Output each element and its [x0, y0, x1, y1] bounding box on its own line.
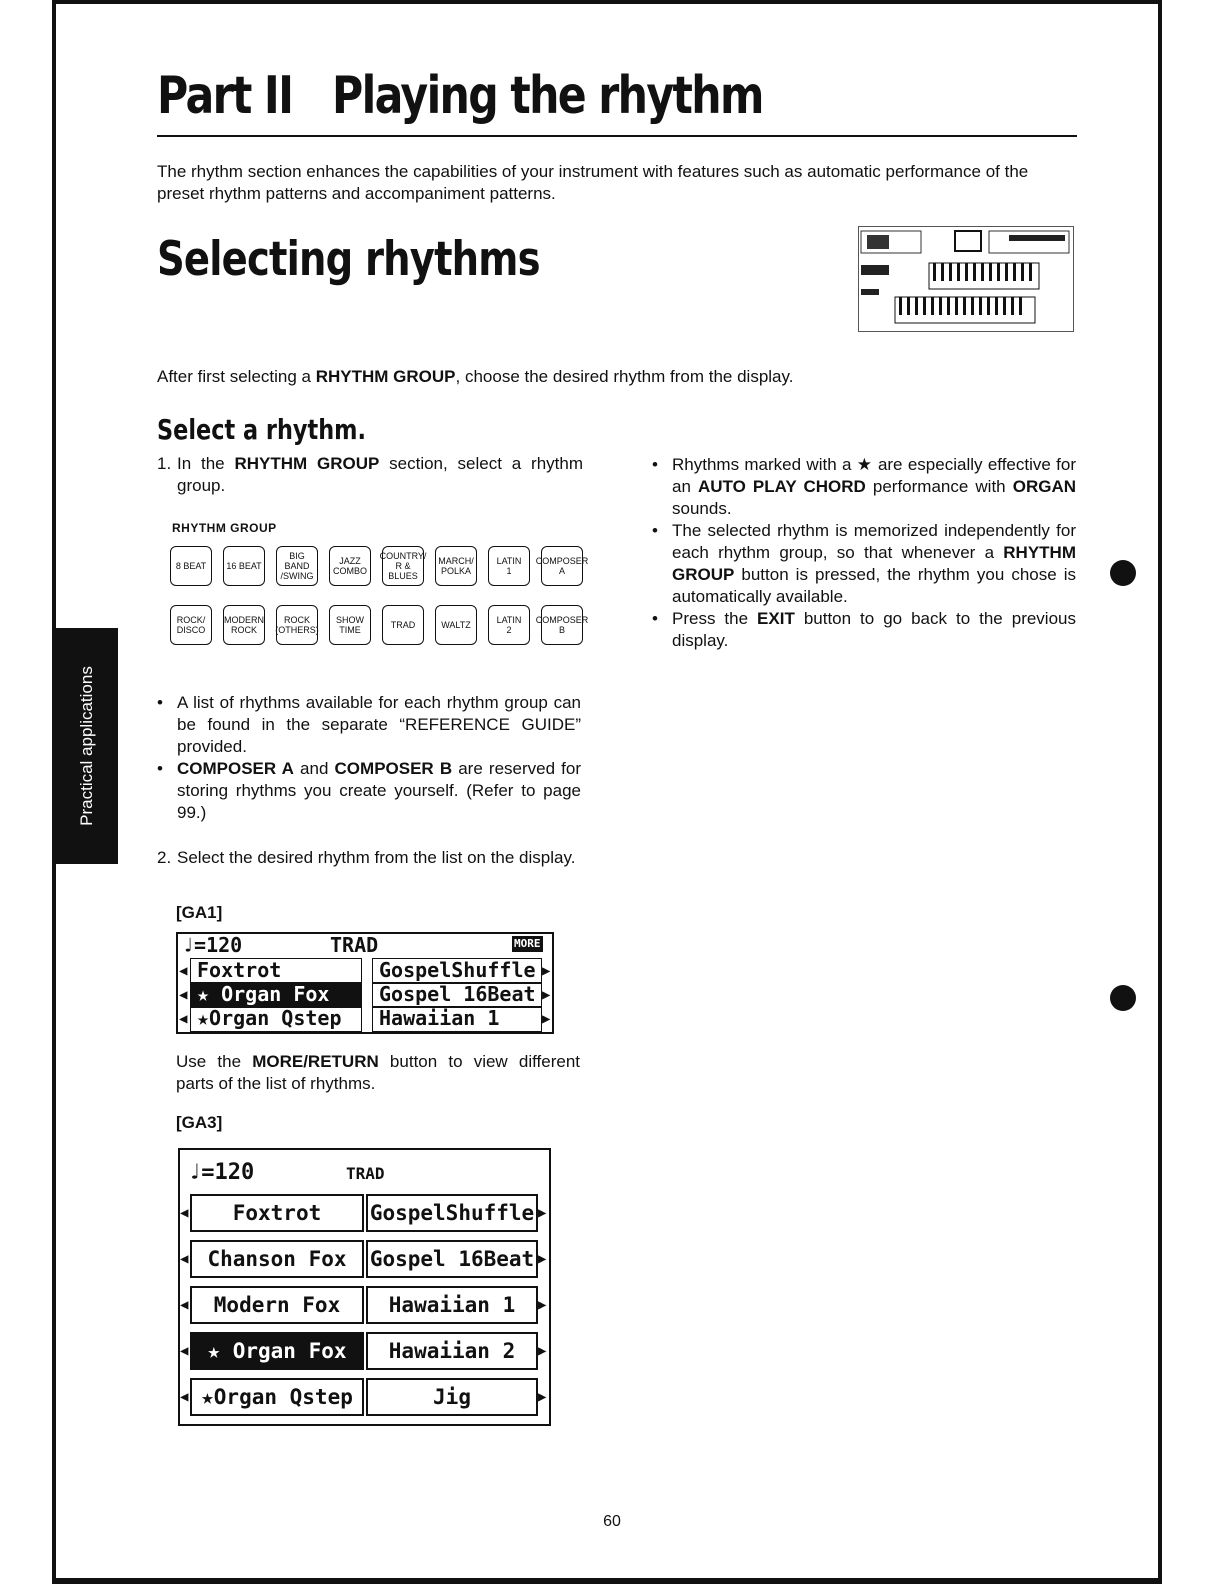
part-title: Part II Playing the rhythm: [157, 66, 763, 126]
bullet-star-rhythms: • Rhythms marked with a ★ are especially effective for an AUTO PLAY CHORD performance with ORGAN sounds.: [652, 454, 1076, 520]
rhythm-group-button[interactable]: JAZZ COMBO: [329, 546, 371, 586]
ga1-tempo: ♩=120: [182, 933, 243, 957]
page-edge-top: [52, 0, 1162, 4]
rhythm-group-button[interactable]: LATIN 2: [488, 605, 530, 645]
keyboard-panel-icon: [859, 227, 1073, 331]
lcd-display-ga1: [176, 932, 554, 1034]
ga1-right-item-3[interactable]: Hawaiian 1: [372, 1006, 542, 1032]
ga3-left-item-1[interactable]: Foxtrot: [190, 1194, 364, 1232]
ga3-tempo: ♩=120: [188, 1160, 255, 1185]
bullet-composer: • COMPOSER A and COMPOSER B are reserved for storing rhythms you create yourself. (Refer to page 99.): [157, 758, 581, 824]
arrow-right-icon: ▶: [538, 1251, 547, 1267]
ga3-left-item-3[interactable]: Modern Fox: [190, 1286, 364, 1324]
ga3-group: TRAD: [346, 1164, 385, 1183]
rhythm-group-button[interactable]: MARCH/ POLKA: [435, 546, 477, 586]
ga3-right-item-5[interactable]: Jig: [366, 1378, 538, 1416]
arrow-left-icon: ◀: [180, 1205, 189, 1221]
ga3-right-item-2[interactable]: Gospel 16Beat: [366, 1240, 538, 1278]
ga3-left-item-2[interactable]: Chanson Fox: [190, 1240, 364, 1278]
subsection-title: Select a rhythm.: [157, 413, 366, 446]
rhythm-group-button[interactable]: 16 BEAT: [223, 546, 265, 586]
page-edge-right: [1158, 0, 1162, 1584]
ga3-left-item-5[interactable]: ★Organ Qstep: [190, 1378, 364, 1416]
bullet-exit: • Press the EXIT button to go back to the previous display.: [652, 608, 1076, 652]
bullet-memorized: • The selected rhythm is memorized independently for each rhythm group, so that whenever a RHYTHM GROUP button is pressed, the rhythm you chose is automatically available.: [652, 520, 1076, 608]
arrow-right-icon: ▶: [542, 963, 551, 979]
rhythm-group-button[interactable]: COMPOSER A: [541, 546, 583, 586]
ga1-left-item-2[interactable]: ★ Organ Fox: [190, 982, 362, 1008]
step-1: 1. In the RHYTHM GROUP section, select a rhythm group.: [157, 454, 583, 495]
arrow-right-icon: ▶: [538, 1343, 547, 1359]
page-number: 60: [603, 1513, 621, 1530]
left-bullet-list: [157, 692, 581, 824]
rhythm-group-button[interactable]: MODERN ROCK: [223, 605, 265, 645]
arrow-right-icon: ▶: [538, 1389, 547, 1405]
arrow-right-icon: ▶: [542, 987, 551, 1003]
rhythm-group-label: RHYTHM GROUP: [172, 521, 277, 535]
rhythm-group-button[interactable]: COUNTRY/ R & BLUES: [382, 546, 424, 586]
rhythm-group-button[interactable]: ROCK (OTHERS): [276, 605, 318, 645]
ga1-right-item-2[interactable]: Gospel 16Beat: [372, 982, 542, 1008]
arrow-right-icon: ▶: [542, 1011, 551, 1027]
right-bullet-list: [652, 454, 1076, 652]
arrow-right-icon: ▶: [538, 1297, 547, 1313]
ga1-right-item-1[interactable]: GospelShuffle: [372, 958, 542, 984]
side-tab: [56, 628, 118, 864]
rhythm-group-button[interactable]: BIG BAND /SWING: [276, 546, 318, 586]
ga1-more-indicator: MORE: [514, 937, 541, 950]
arrow-left-icon: ◀: [180, 1389, 189, 1405]
ga1-group: TRAD: [330, 933, 379, 957]
ga1-left-item-3[interactable]: ★Organ Qstep: [190, 1006, 362, 1032]
ga3-right-item-1[interactable]: GospelShuffle: [366, 1194, 538, 1232]
ga1-label: [GA1]: [176, 903, 223, 922]
rhythm-group-button[interactable]: ROCK/ DISCO: [170, 605, 212, 645]
arrow-left-icon: ◀: [179, 1011, 188, 1027]
arrow-right-icon: ▶: [538, 1205, 547, 1221]
instrument-panel-thumbnail: [858, 226, 1074, 332]
arrow-left-icon: ◀: [179, 987, 188, 1003]
intro-paragraph: The rhythm section enhances the capabilities of your instrument with features such as automatic performance of the preset rhythm patterns and accompaniment patterns.: [157, 162, 1029, 203]
rhythm-group-button[interactable]: TRAD: [382, 605, 424, 645]
section-title: Selecting rhythms: [157, 232, 540, 287]
arrow-left-icon: ◀: [179, 963, 188, 979]
lcd-display-ga3: [178, 1148, 551, 1426]
step-2: 2. Select the desired rhythm from the list on the display.: [157, 848, 576, 867]
ga3-label: [GA3]: [176, 1113, 223, 1132]
more-return-note: Use the MORE/RETURN button to view different parts of the list of rhythms.: [176, 1052, 580, 1093]
rhythm-group-button[interactable]: 8 BEAT: [170, 546, 212, 586]
lead-sentence: After first selecting a RHYTHM GROUP, choose the desired rhythm from the display.: [157, 367, 794, 386]
rhythm-group-button[interactable]: SHOW TIME: [329, 605, 371, 645]
ga3-right-item-3[interactable]: Hawaiian 1: [366, 1286, 538, 1324]
bullet-reference-guide: • A list of rhythms available for each rhythm group can be found in the separate “REFERENCE GUIDE” provided.: [157, 692, 581, 758]
page-edge-bottom: [52, 1578, 1162, 1584]
arrow-left-icon: ◀: [180, 1251, 189, 1267]
side-tab-label: Practical applications: [77, 666, 96, 826]
ga3-left-item-4[interactable]: ★ Organ Fox: [190, 1332, 364, 1370]
binder-hole-mark: [1110, 560, 1136, 586]
ga1-left-item-1[interactable]: Foxtrot: [190, 958, 362, 984]
arrow-left-icon: ◀: [180, 1343, 189, 1359]
rhythm-group-button[interactable]: WALTZ: [435, 605, 477, 645]
ga3-right-item-4[interactable]: Hawaiian 2: [366, 1332, 538, 1370]
binder-hole-mark: [1110, 985, 1136, 1011]
rhythm-group-button[interactable]: LATIN 1: [488, 546, 530, 586]
title-rule: [157, 135, 1077, 137]
arrow-left-icon: ◀: [180, 1297, 189, 1313]
rhythm-group-button[interactable]: COMPOSER B: [541, 605, 583, 645]
